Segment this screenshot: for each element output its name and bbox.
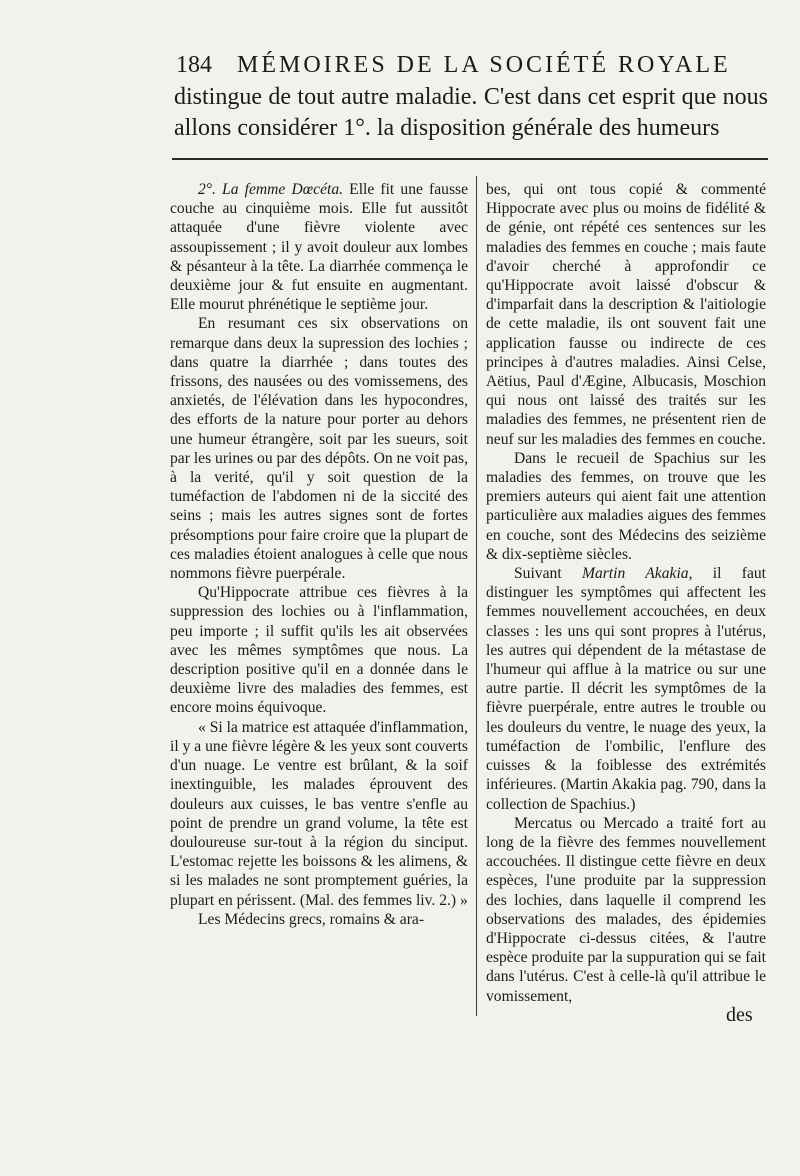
header-rule	[172, 158, 768, 160]
summary-paragraph: En resumant ces six observations on remarque dans deux la supression des lochies ; dans quatre la diarrhée ; dans toutes des frissons, des nausées ou des vomissemens, des anxietés, de l'élévation dans les hypocondres, des efforts de la nature pour porter au dehors une humeur étrangère, soit par les sueurs, soit par les urines ou par des dépôts. On ne voit pas, à la verité, qu'il y soit question de la tuméfaction de l'abdomen ni de la siccité des seins ; mais les autres signes sont de fortes présomptions pour faire croire que la plupart de ces maladies étoient analogues à celle que nous nommons fièvre puerpérale.	[170, 315, 468, 583]
right-column	[486, 180, 766, 1006]
akakia-paragraph	[486, 564, 766, 814]
physicians-paragraph: Les Médecins grecs, romains & ara-	[198, 910, 425, 928]
running-header	[176, 52, 736, 79]
case-paragraph	[170, 180, 468, 314]
case-label: 2°. La femme Dœcéta.	[198, 181, 344, 198]
lead-text: distingue de tout autre maladie. C'est dans cet esprit que nous allons considérer 1°. la disposition générale des humeurs	[174, 84, 768, 141]
catchword: des	[726, 1004, 753, 1026]
continuation-paragraph: bes, qui ont tous copié & commenté Hippocrate avec plus ou moins de fidélité & de génie, ont répété ces sentences sur les maladies des femmes en couche ; mais faute d'avoir cherché à approfondir ce qu'Hippocrate avoit laissé d'obscur & d'imparfait dans la description & l'aitiologie de cette maladie, ils ont souvent fait une application fausse ou indirecte de ces principes à d'autres maladies. Ainsi Celse, Aëtius, Paul d'Ægine, Albucasis, Moschion qui nous ont laissé des traités sur les maladies des femmes, ne présentent rien de neuf sur les maladies des femmes en couche.	[486, 181, 766, 448]
case-text: Elle fit une fausse couche au cinquième mois. Elle fut aussitôt attaquée d'une fièvre violente avec assoupissement ; il y avoit douleur aux lombes & pésanteur à la tête. La diarrhée commença le deuxième jour & fut ensuite en augmentant. Elle mourut phrénétique le septième jour.	[170, 181, 469, 314]
akakia-intro: Suivant	[514, 565, 562, 583]
mercatus-paragraph: Mercatus ou Mercado a traité fort au long de la fièvre des femmes nouvellement accouchées. Il distingue cette fièvre en deux espèces, l'une produite par la suppression des lochies, dans laquelle il comprend les observations des malades, des épidemies d'Hippocrate ci-dessus citées, & l'autre espèce produite par la suppuration qui se fait dans l'utérus. C'est à celle-là qu'il attribue le vomissement,	[486, 814, 766, 1005]
hippocrates-paragraph: Qu'Hippocrate attribue ces fièvres à la suppression des lochies ou à l'inflammation, peu importe ; il suffit qu'ils les ait observées avec les mêmes symptômes que nous. La description positive qu'il en a donnée dans le deuxième livre des maladies des femmes, est encore moins équivoque.	[170, 584, 468, 717]
spachius-paragraph: Dans le recueil de Spachius sur les maladies des femmes, on trouve que les premiers auteurs qui aient fait une attention particulière aux maladies aigues des femmes en couche, sont des Médecins des seizième & dix-septième siècles.	[486, 449, 766, 563]
akakia-text: , il faut distinguer les symptômes qui affectent les femmes nouvellement accouchées, en deux classes : les uns qui sont propres à l'utérus, les autres qui dépendent de la métastase de l'humeur qui afflue à la matrice ou sur une autre partie. Il décrit les symptômes de la fièvre puerpérale, entre autres le trouble ou les douleurs du ventre, le nuage des yeux, la tuméfaction de l'ombilic, l'enflure des cuisses & la foiblesse des extrémités inférieures. (Martin Akakia pag. 790, dans la collection de Spachius.)	[486, 565, 766, 813]
page-number: 184	[176, 52, 212, 78]
author-name: Martin Akakia	[581, 565, 689, 583]
quotation-paragraph: « Si la matrice est attaquée d'inflammation, il y a une fièvre légère & les yeux sont couverts d'un nuage. Le ventre est brûlant, & la soif inextinguible, les malades éprouvent des douleurs aux cuisses, le bas ventre s'enfle au point de prendre un grand volume, la tête est douloureuse sur-tout à la région du sinciput. L'estomac rejette les boissons & les alimens, & si les malades ne sont promptement guéries, la plupart en périssent. (Mal. des femmes liv. 2.) »	[170, 718, 468, 909]
running-title: MÉMOIRES DE LA SOCIÉTÉ ROYALE	[237, 52, 731, 78]
left-column	[170, 180, 468, 929]
column-divider	[476, 176, 477, 1016]
lead-paragraph	[174, 82, 768, 144]
